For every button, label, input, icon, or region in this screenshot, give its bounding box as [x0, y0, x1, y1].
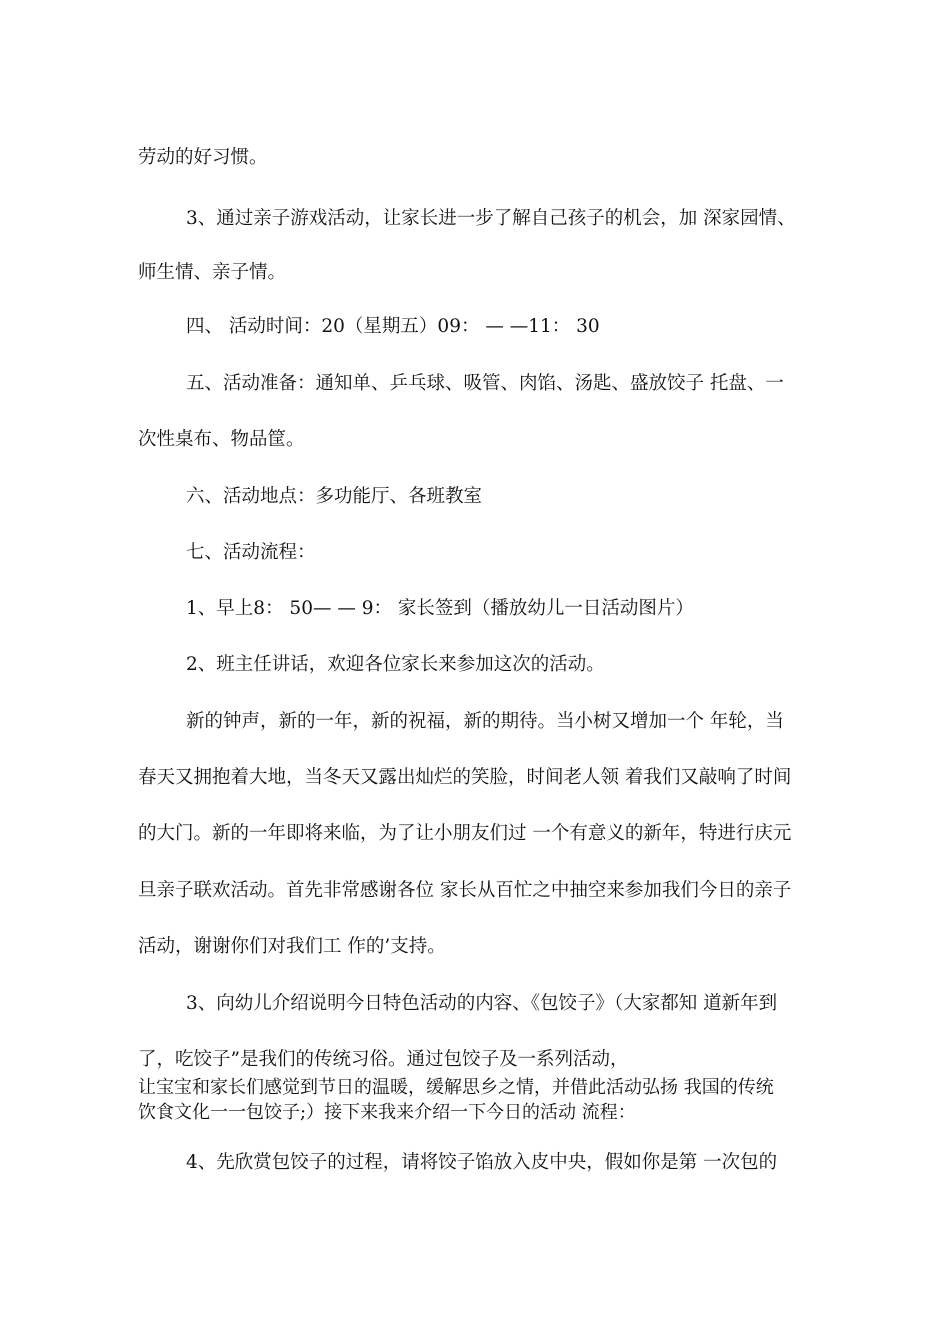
- text-line: 六、活动地点：多功能厅、各班教室: [186, 486, 483, 507]
- text-line: 活动，谢谢你们对我们工 作的’支持。: [138, 936, 446, 957]
- text-line: 次性桌布、物品筐。: [138, 429, 305, 450]
- text-line: 让宝宝和家长们感觉到节日的温暖，缓解思乡之情，并借此活动弘扬 我国的传统: [138, 1077, 774, 1098]
- text-line: 春天又拥抱着大地，当冬天又露出灿烂的笑脸，时间老人领 着我们又敲响了时间: [138, 767, 792, 788]
- text-line: 1、早上8： 50— — 9： 家长签到（播放幼儿一日活动图片）: [186, 598, 694, 619]
- text-line: 3、通过亲子游戏活动，让家长进一步了解自己孩子的机会，加 深家园情、: [186, 208, 796, 229]
- text-line: 七、活动流程：: [186, 542, 316, 563]
- text-line: 四、 活动时间：20（星期五）09： — —11： 30: [186, 316, 600, 337]
- text-line: 2、班主任讲话，欢迎各位家长来参加这次的活动。: [186, 654, 605, 675]
- text-line: 3、向幼儿介绍说明今日特色活动的内容、《包饺子》（大家都知 道新年到: [186, 993, 778, 1014]
- text-line: 4、先欣赏包饺子的过程，请将饺子馅放入皮中央，假如你是第 一次包的: [186, 1152, 778, 1173]
- text-line: 的大门。新的一年即将来临，为了让小朋友们过 一个有意义的新年，特进行庆元: [138, 823, 792, 844]
- text-line: 旦亲子联欢活动。首先非常感谢各位 家长从百忙之中抽空来参加我们今日的亲子: [138, 880, 792, 901]
- text-line: 五、活动准备：通知单、乒乓球、吸管、肉馅、汤匙、盛放饺子 托盘、一: [186, 373, 784, 394]
- text-line: 师生情、亲子情。: [138, 262, 287, 283]
- text-line: 劳动的好习惯。: [138, 147, 268, 168]
- text-line: 了，吃饺子”是我们的传统习俗。通过包饺子及一系列活动，: [138, 1049, 629, 1070]
- text-line: 饮食文化一一包饺子;）接下来我来介绍一下今日的活动 流程：: [138, 1102, 636, 1123]
- text-line: 新的钟声，新的一年，新的祝福，新的期待。当小树又增加一个 年轮，当: [186, 711, 784, 732]
